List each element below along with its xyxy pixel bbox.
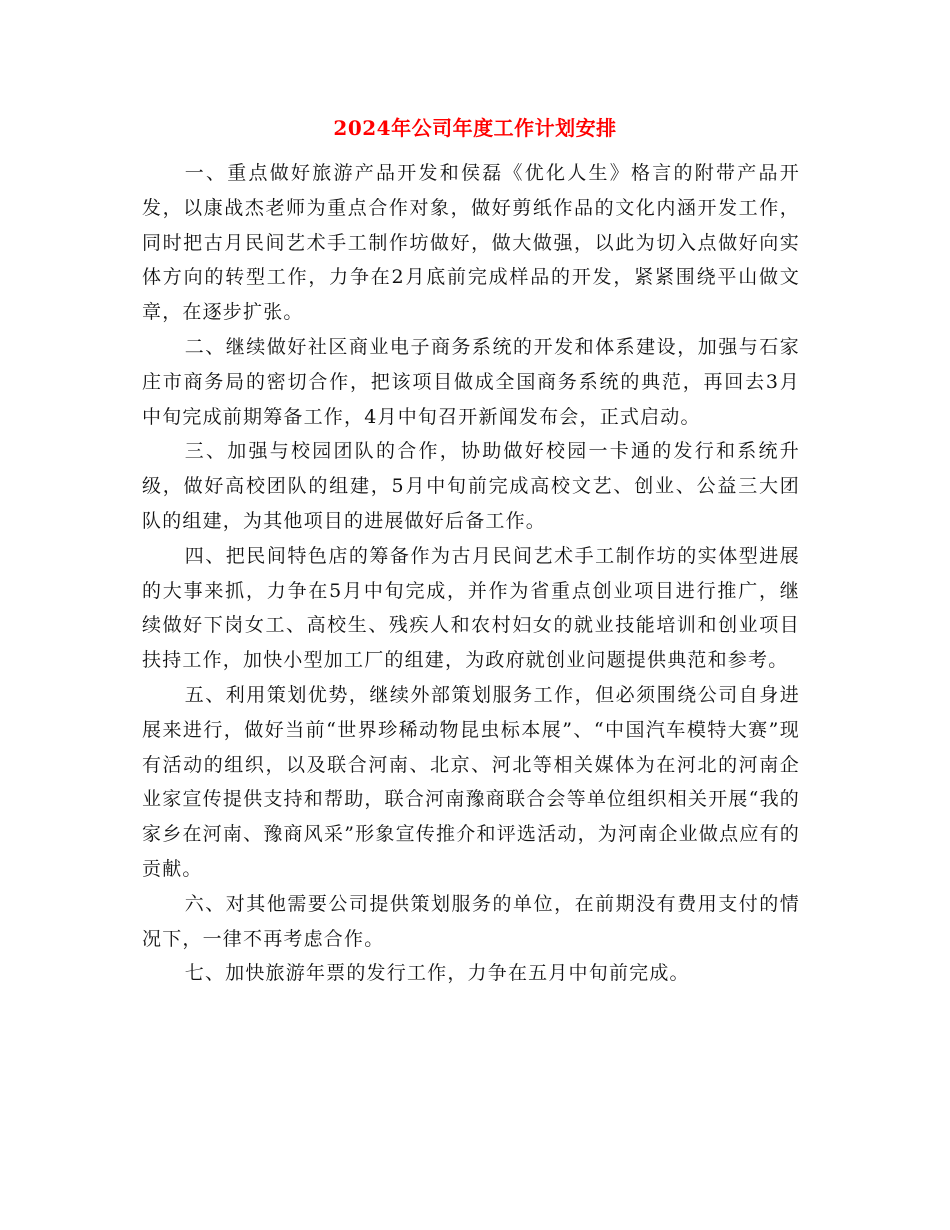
paragraph-2: 二、继续做好社区商业电子商务系统的开发和体系建设，加强与石家庄市商务局的密切合作，把该项目做成全国商务系统的典范，再回去3月中旬完成前期筹备工作，4月中旬召开新闻发布会，正式启动。 [142,335,800,428]
paragraph-1: 一、重点做好旅游产品开发和侯磊《优化人生》格言的附带产品开发，以康战杰老师为重点合作对象，做好剪纸作品的文化内涵开发工作，同时把古月民间艺术手工制作坊做好，做大做强，以此为切入点做好向实体方向的转型工作，力争在2月底前完成样品的开发，紧紧围绕平山做文章，在逐步扩张。 [142,162,800,324]
page-title: 2024年公司年度工作计划安排 [333,116,617,140]
paragraph-4: 四、把民间特色店的筹备作为古月民间艺术手工制作坊的实体型进展的大事来抓，力争在5月中旬完成，并作为省重点创业项目进行推广，继续做好下岗女工、高校生、残疾人和农村妇女的就业技能培训和创业项目扶持工作，加快小型加工厂的组建，为政府就创业问题提供典范和参考。 [142,544,800,672]
paragraph-5: 五、利用策划优势，继续外部策划服务工作，但必须围绕公司自身进展来进行，做好当前“世界珍稀动物昆虫标本展”、“中国汽车模特大赛”现有活动的组织，以及联合河南、北京、河北等相关媒体为在河北的河南企业家宣传提供支持和帮助，联合河南豫商联合会等单位组织相关开展“我的家乡在河南、豫商风采”形象宣传推介和评选活动，为河南企业做点应有的贡献。 [142,683,800,880]
paragraph-3: 三、加强与校园团队的合作，协助做好校园一卡通的发行和系统升级，做好高校团队的组建，5月中旬前完成高校文艺、创业、公益三大团队的组建，为其他项目的进展做好后备工作。 [142,440,800,532]
document-body [142,156,800,991]
paragraph-7: 七、加快旅游年票的发行工作，力争在五月中旬前完成。 [184,962,690,985]
paragraph-6: 六、对其他需要公司提供策划服务的单位，在前期没有费用支付的情况下，一律不再考虑合作。 [142,892,800,950]
